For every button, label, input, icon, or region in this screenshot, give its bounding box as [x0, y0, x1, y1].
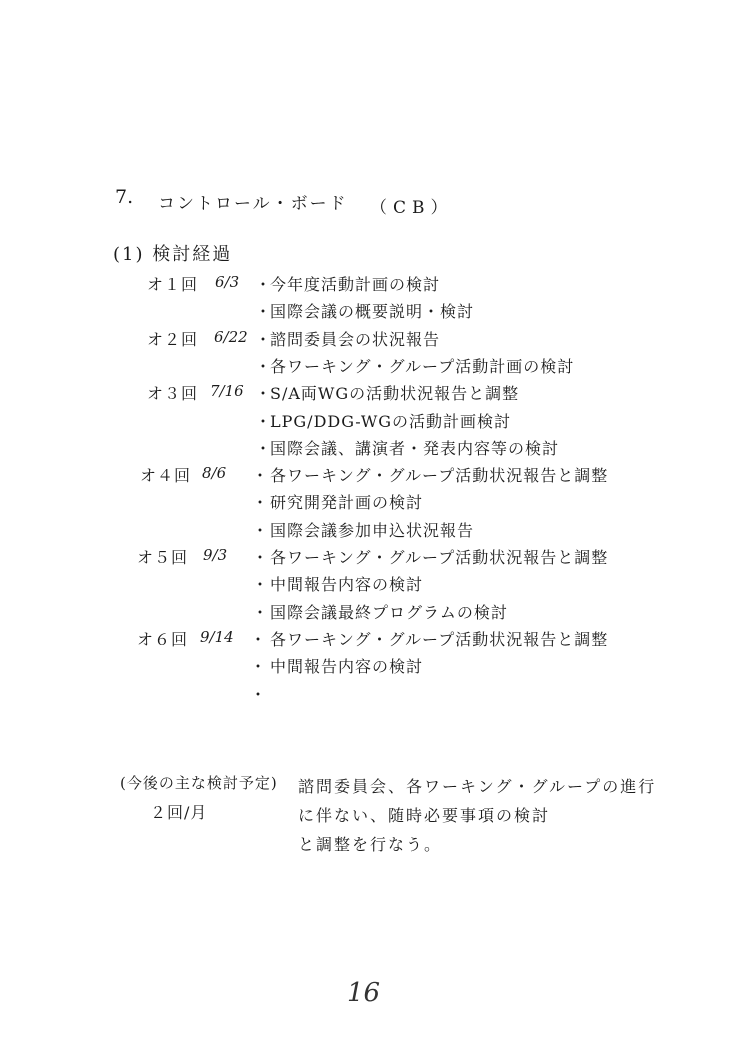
plan-label: (今後の主な検討予定) — [120, 774, 278, 792]
meeting-item: 諮問委員会の状況報告 — [270, 329, 441, 349]
plan-frequency: ２回/月 — [150, 803, 208, 822]
meeting-item: 中間報告内容の検討 — [270, 575, 424, 595]
meeting-item: 国際会議、講演者・発表内容等の検討 — [270, 438, 560, 458]
list-bullet: ・ — [252, 575, 269, 595]
meeting-item: 中間報告内容の検討 — [270, 657, 424, 677]
meeting-item: 国際会議参加申込状況報告 — [270, 520, 475, 540]
meeting-number: オ２回 — [147, 329, 199, 349]
meeting-item: 今年度活動計画の検討 — [270, 275, 441, 294]
plan-line: と調整を行なう。 — [298, 835, 443, 854]
list-bullet: ・ — [255, 384, 272, 404]
meeting-number: オ３回 — [147, 384, 199, 404]
subsection-heading: (1) 検討経過 — [113, 244, 233, 265]
list-bullet: ・ — [252, 548, 269, 567]
meeting-item: 各ワーキング・グループ活動計画の検討 — [270, 356, 575, 376]
meeting-number: オ１回 — [147, 275, 199, 294]
list-bullet: ・ — [252, 493, 269, 513]
meeting-item: 国際会議最終プログラムの検討 — [270, 602, 508, 622]
meeting-item: 国際会議の概要説明・検討 — [270, 302, 475, 322]
meeting-date: 6/22 — [214, 327, 248, 346]
meeting-date: 8/6 — [202, 464, 227, 483]
meeting-item: 各ワーキング・グループ活動状況報告と調整 — [270, 548, 609, 567]
list-bullet: ・ — [255, 329, 272, 349]
meeting-number: オ６回 — [137, 629, 189, 649]
page-number: 16 — [347, 978, 381, 1008]
section-title: コントロール・ボード — [158, 194, 348, 214]
list-bullet: ・ — [250, 629, 267, 649]
meeting-date: 6/3 — [215, 273, 240, 291]
list-bullet: ・ — [252, 602, 269, 622]
meeting-number: オ５回 — [137, 548, 189, 567]
meeting-date: 7/16 — [210, 382, 244, 401]
list-bullet: ・ — [250, 684, 267, 704]
meeting-number: オ４回 — [140, 466, 192, 486]
list-bullet: ・ — [252, 520, 269, 540]
list-bullet: ・ — [252, 466, 269, 486]
meeting-item: 研究開発計画の検討 — [270, 493, 424, 513]
meeting-item: 各ワーキング・グループ活動状況報告と調整 — [270, 629, 609, 649]
list-bullet: ・ — [255, 302, 272, 322]
meeting-date: 9/14 — [200, 627, 234, 646]
meeting-item: S/A両WGの活動状況報告と調整 — [270, 384, 520, 404]
plan-line: に伴ない、随時必要事項の検討 — [298, 806, 551, 825]
section-abbreviation: （CB） — [370, 198, 454, 218]
section-number: 7. — [115, 186, 134, 208]
list-bullet: ・ — [255, 438, 272, 458]
meeting-date: 9/3 — [203, 546, 228, 564]
list-bullet: ・ — [255, 411, 272, 431]
meeting-item: LPG/DDG-WGの活動計画検討 — [270, 411, 512, 431]
meeting-item: 各ワーキング・グループ活動状況報告と調整 — [270, 466, 609, 486]
list-bullet: ・ — [255, 356, 272, 376]
list-bullet: ・ — [255, 275, 272, 294]
list-bullet: ・ — [250, 657, 267, 677]
plan-line: 諮問委員会、各ワーキング・グループの進行 — [298, 777, 657, 796]
